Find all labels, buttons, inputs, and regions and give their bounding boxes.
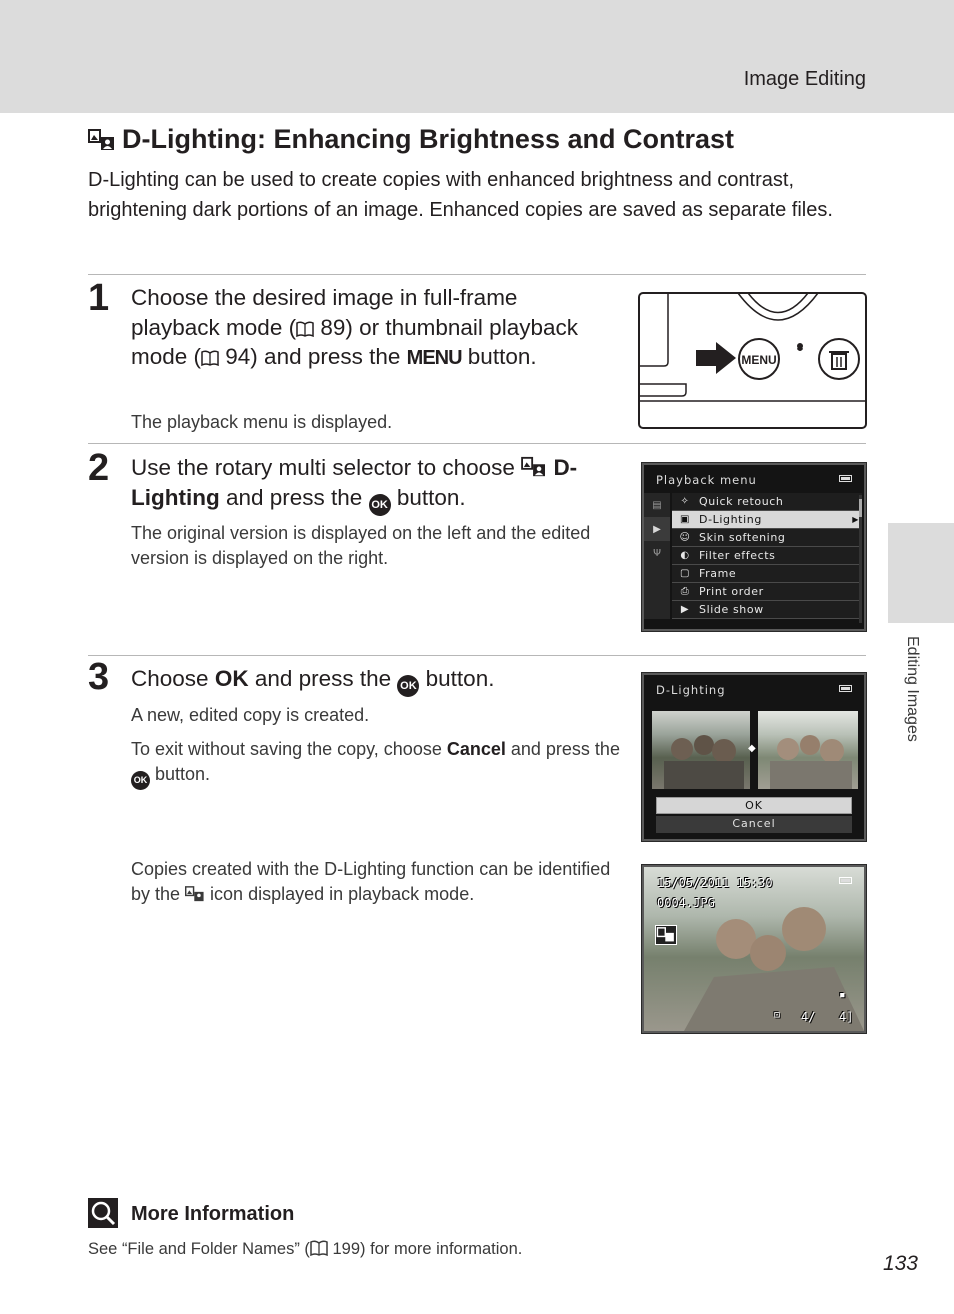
camera-back-illustration [638, 292, 867, 429]
print-icon: ⎙ [680, 586, 690, 597]
frame-counter-current: 4/ [801, 1010, 816, 1024]
filter-effects-icon: ◐ [680, 550, 690, 561]
menu-sidebar [644, 493, 670, 619]
step-2-text [131, 453, 611, 516]
menu-item-label: Print order [699, 585, 764, 598]
page-title-text: D-Lighting: Enhancing Brightness and Contrast [122, 124, 734, 154]
d-lighting-screen [642, 673, 866, 841]
frame-counter-total: 4] [839, 1010, 854, 1024]
step-1-number: 1 [88, 277, 110, 319]
intro-paragraph: D-Lighting can be used to create copies with enhanced brightness and contrast, brightening dark portions of an image. Enhanced copies are saved as separate files. [88, 169, 833, 221]
book-reference-icon [201, 350, 219, 366]
ok-button-icon: OK [131, 771, 150, 790]
cancel-option[interactable]: Cancel [656, 816, 852, 833]
battery-icon [839, 685, 852, 692]
scroll-thumb[interactable] [859, 499, 862, 517]
menu-item-skin-softening[interactable] [672, 529, 862, 547]
camera-menu-label: MENU [741, 353, 777, 367]
step-3-note-2-end: button. [150, 764, 211, 784]
step-1-text [131, 283, 611, 374]
menu-item-slide-show[interactable] [672, 601, 862, 619]
step-3-text [131, 664, 611, 697]
divider [88, 655, 866, 656]
compare-arrow-icon: ◆ [748, 743, 756, 754]
filename-label: 0004.JPG [657, 896, 715, 910]
step-1-text-b: 89) or thumbnail playback mode ( [131, 314, 578, 369]
step-2-bold: D-Lighting [131, 455, 578, 510]
more-info-text [88, 1240, 522, 1259]
menu-item-label: Filter effects [699, 549, 776, 562]
step-1-text-end: button. [461, 344, 537, 369]
step-1-text-a: Choose the desired image in full-frame playback mode ( [131, 285, 518, 340]
d-lighting-icon: ▣ [679, 514, 691, 525]
family-photo-icon [758, 711, 858, 789]
playback-menu-title: Playback menu [656, 473, 757, 487]
step-1-text-c: 94) and press the [219, 344, 407, 369]
menu-item-filter-effects[interactable] [672, 547, 862, 565]
battery-icon [839, 877, 852, 884]
playback-tab-icon: ▶ [644, 517, 670, 541]
d-lighting-icon [88, 128, 116, 152]
frame-icon: ▢ [679, 568, 691, 579]
divider [88, 443, 866, 444]
step-3-note-2-a: To exit without saving the copy, choose [131, 739, 447, 759]
copies-note-b: icon displayed in playback mode. [205, 884, 475, 904]
page-number: 133 [882, 1252, 918, 1275]
d-lighting-screen-title: D-Lighting [656, 683, 726, 697]
setup-tab-icon: Ψ [653, 547, 661, 559]
step-2-text-a: Use the rotary multi selector to choose [131, 455, 522, 480]
menu-scrollbar[interactable] [859, 495, 862, 623]
ok-button-icon: OK [369, 494, 391, 516]
menu-button-symbol: MENU [406, 347, 462, 369]
menu-item-d-lighting[interactable] [672, 511, 862, 529]
menu-item-print-order[interactable] [672, 583, 862, 601]
ok-option[interactable]: OK [656, 797, 852, 814]
chevron-right-icon: ▶ [852, 515, 859, 524]
quick-retouch-icon: ✧ [680, 496, 690, 507]
book-reference-icon [296, 321, 314, 337]
d-lighting-icon [655, 925, 677, 945]
step-2-text-b: and press the [219, 484, 369, 510]
step-3-note-1: A new, edited copy is created. [131, 705, 370, 725]
step-3-text-end: button. [419, 666, 495, 691]
slide-show-icon: ▶ [680, 604, 690, 615]
copies-note [131, 857, 621, 907]
step-3-note-2 [131, 737, 621, 790]
step-3-note-2-bold: Cancel [446, 739, 506, 759]
menu-item-label: D-Lighting [699, 513, 762, 526]
image-size-icon: ▪ [839, 988, 846, 1001]
copies-note-a: Copies created with the D-Lighting function can be identified by the [131, 859, 611, 904]
step-3-text-a: Choose [131, 666, 215, 691]
more-info-text-a: See “File and Folder Names” ( [88, 1240, 310, 1258]
more-info-text-b: 199) for more information. [327, 1240, 523, 1258]
chapter-tab [888, 523, 954, 623]
skin-softening-icon: ☺ [679, 532, 691, 543]
menu-item-label: Frame [699, 567, 737, 580]
menu-item-label: Skin softening [699, 531, 786, 544]
step-1-note: The playback menu is displayed. [131, 412, 393, 432]
more-info-title: More Information [131, 1203, 295, 1225]
book-reference-icon [310, 1240, 328, 1256]
step-3-note-2-b: and press the [505, 739, 620, 759]
menu-item-label: Quick retouch [699, 495, 784, 508]
original-photo [652, 711, 750, 789]
edit-tab-icon: ▤ [652, 499, 662, 511]
step-3-number: 3 [88, 656, 110, 698]
step-2-number: 2 [88, 447, 110, 489]
ok-button-icon: OK [397, 675, 419, 697]
battery-icon [839, 475, 852, 482]
menu-item-quick-retouch[interactable] [672, 493, 862, 511]
edited-photo [758, 711, 858, 789]
memory-icon: ⊡ [774, 1010, 781, 1021]
family-photo-icon [652, 711, 750, 789]
divider [88, 274, 866, 275]
step-2-note: The original version is displayed on the left and the edited version is displayed on the right. [131, 523, 591, 568]
d-lighting-icon [521, 456, 547, 478]
step-3-text-b: and press the [248, 666, 398, 691]
chapter-label: Editing Images [904, 636, 921, 742]
step-2-text-end: button. [390, 484, 466, 510]
step-3-bold: OK [214, 666, 249, 691]
section-label: Image Editing [743, 68, 866, 90]
playback-menu-list [672, 493, 862, 619]
datetime-label: 15/05/2011 15:30 [657, 876, 773, 890]
playback-menu-screen [642, 463, 866, 631]
header-band [0, 0, 954, 113]
more-info-icon [88, 1198, 118, 1228]
page-title [88, 124, 734, 155]
d-lighting-icon [185, 885, 205, 903]
family-photo-icon [644, 867, 864, 1031]
menu-item-frame[interactable] [672, 565, 862, 583]
playback-screen [642, 865, 866, 1033]
menu-item-label: Slide show [699, 603, 764, 616]
